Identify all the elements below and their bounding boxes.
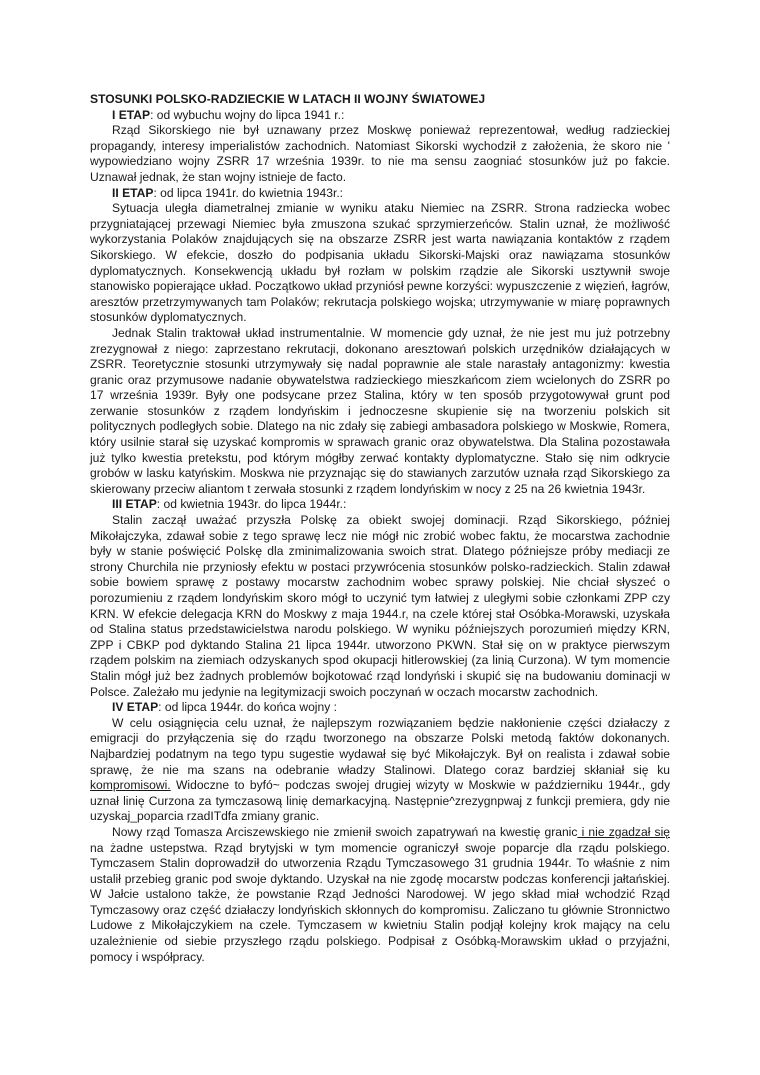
underlined-nie-zgadzal-sie: i nie zgadzał się xyxy=(577,824,670,839)
section-heading-etap-1 xyxy=(90,108,670,124)
document-page xyxy=(90,92,670,965)
paragraph-2: Sytuacja uległa diametralnej zmianie w wyniku ataku Niemiec na ZSRR. Strona radziecka wobec przygniatającej przewagi Niemiec była zmuszona szukać sprzymierzeńców. Stalin uznał, że możliwość wykorzystania Polaków znajdujących się na obszarze ZSRR jest warta nawiązania kontaktów z rządem Sikorskiego. W efekcie, doszło do podpisania układu Sikorski-Majski oraz nawiązama stosunków dyplomatycznych. Konsekwencją układu był rozłam w polskim rządzie ale Sikorski usztywnił swoje stanowisko popierające układ. Początkowo układ przyniósł pewne korzyści: wypuszczenie z więzień, łagrów, aresztów przetrzymywanych tam Polaków; rekrutacja polskiego wojska; utrzymywanie w miarę poprawnych stosunków dyplomatycznych. xyxy=(90,201,670,325)
etap-1-range: : od wybuchu wojny do lipca 1941 r.: xyxy=(150,107,345,122)
paragraph-5-part-a: W celu osiągnięcia celu uznał, że najlepszym rozwiązaniem będzie nakłonienie części działaczy z emigracji do przyłączenia się do rządu tworzonego na obszarze Polski metodą faktów dokonanych. Najbardziej podatnym na tego typu sugestie wydawał się być Mikołajczyk. Był on realista i zdawał sobie sprawę, że nie ma szans na odebranie władzy Stalinowi. Dlatego coraz bardziej skłaniał się ku xyxy=(90,715,670,777)
document-title: STOSUNKI POLSKO-RADZIECKIE W LATACH II WOJNY ŚWIATOWEJ xyxy=(90,92,486,106)
paragraph-6-part-b: na żadne ustepstwa. Rząd brytyjski w tym momencie ograniczył swoje poparcje dla rządu polskiego. Tymczasem Stalin doprowadził do utworzenia Rządu Tymczasowego 31 grudnia 1944r. To właśnie z nim ustalił przebieg granic pod swoje dyktando. Uzyskał na nie zgodę mocarstw podczas konferencji jałtańskiej. W Jałcie ustalono także, że powstanie Rząd Jedności Narodowej. W jego skład miał wchodzić Rząd Tymczasowy oraz część działaczy londyńskich skłonnych do kompromisu. Zaliczano tu głównie Stronnictwo Ludowe z Mikołajczykiem na czele. Tymczasem w kwietniu Stalin podjął kolejny krok mający na celu uzależnienie od siebie przyszłego rządu polskiego. Podpisał z Osóbką-Morawskim układ o przyjaźni, pomocy i współpracy. xyxy=(90,840,670,964)
underlined-kompromisowi: kompromisowi. xyxy=(90,778,171,793)
etap-1-label: I ETAP xyxy=(112,107,151,122)
etap-3-label: III ETAP xyxy=(112,497,157,512)
paragraph-5-part-b: Widoczne to byfó~ podczas swojej drugiej wizyty w Moskwie w październiku 1944r., gdy uznał linię Curzona za tymczasową linię demarkacyjną. Następnie^zrezygnpwaj z funkcji premiera, gdy nie uzyskaj_poparcia rzadITdfa zmiany granic. xyxy=(90,778,670,824)
paragraph-3: Jednak Stalin traktował układ instrumentalnie. W momencie gdy uznał, że nie jest mu już potrzebny zrezygnował z niego: zaprzestano rekrutacji, dokonano aresztowań polskich urzędników działających w ZSRR. Teoretycznie stosunki utrzymywały się nadal poprawnie ale stale narastały antagonizmy: kwestia granic oraz przymusowe nadanie obywatelstwa radzieckiego mieszkańcom ziem wcielonych do ZSRR po 17 września 1939r. Były one podsycane przez Stalina, który w ten sposób przygotowywał grunt pod zerwanie stosunków z rządem londyńskim i jednoczesne skupienie się na tworzeniu polskich sit politycznych podległych sobie. Dlatego na nic zdały się zabiegi ambasadora polskiego w Moskwie, Romera, który usilnie starał się uzyskać kompromis w sprawach granic oraz obywatelstwa. Dla Stalina pozostawała już tylko kwestia pretekstu, pod którym mógłby zerwać kontakty dyplomatyczne. Stało się nim odkrycie grobów w lasku katyńskim. Moskwa nie przyznając się do stawianych zarzutów uznała rząd Sikorskiego za skierowany przeciw aliantom t zerwała stosunki z rządem londyńskim w nocy z 25 na 26 kwietnia 1943r. xyxy=(90,325,670,496)
paragraph-5 xyxy=(90,716,670,825)
etap-3-range: : od kwietnia 1943r. do lipca 1944r.: xyxy=(156,497,347,512)
paragraph-6-part-a: Nowy rząd Tomasza Arciszewskiego nie zmienił swoich zapatrywań na kwestię granic xyxy=(112,824,578,839)
etap-4-range: : od lipca 1944r. do końca wojny : xyxy=(158,700,337,715)
section-heading-etap-2 xyxy=(90,186,670,202)
paragraph-6 xyxy=(90,825,670,965)
etap-2-range: : od lipca 1941r. do kwietnia 1943r.: xyxy=(153,185,344,200)
etap-2-label: II ETAP xyxy=(112,185,154,200)
etap-4-label: IV ETAP xyxy=(112,700,159,715)
paragraph-4: Stalin zaczął uważać przyszła Polskę za obiekt swojej dominacji. Rząd Sikorskiego, później Mikołajczyka, zdawał sobie z tego sprawę lecz nie mógł nic zrobić wobec faktu, że mocarstwa zachodnie były w stanie poświęcić Polskę dla zminimalizowania swoich strat. Dlatego późniejsze próby mediacji ze strony Churchila nie przyniosły efektu w postaci przywrócenia stosunków polsko-radzieckich. Stalin zdawał sobie bowiem sprawę z postawy mocarstw zachodnim wobec sprawy polskiej. Nie chciał słyszeć o porozumieniu z rządem londyńskim skoro mógł to uczynić tym łatwiej z uległymi sobie członkami ZPP czy KRN. W efekcie delegacja KRN do Moskwy z maja 1944.r, na czele której stał Osóbka-Morawski, uzyskała od Stalina status przedstawicielstwa narodu polskiego. W wyniku późniejszych porozumień między KRN, ZPP i CBKP pod dyktando Stalina 21 lipca 1944r. utworzono PKWN. Stał się on w praktyce pierwszym rządem polskim na ziemiach odzyskanych spod okupacji hitlerowskiej (za linią Curzona). W tym momencie Stalin mógł już bez żadnych problemów bojkotować rząd londyński i skupić się na budowaniu dominacji w Polsce. Zależało mu jedynie na legitymizacji swoich poczynań w oczach mocarstw zachodnich. xyxy=(90,513,670,699)
section-heading-etap-3 xyxy=(90,497,670,513)
section-heading-etap-4 xyxy=(90,700,670,716)
paragraph-1: Rząd Sikorskiego nie był uznawany przez Moskwę ponieważ reprezentował, według radzieckiej propagandy, interesy imperialistów zachodnich. Natomiast Sikorski wychodził z założenia, że skoro nie ' wypowiedziano wojny ZSRR 17 września 1939r. to nie ma sensu zaogniać stosunków już po fakcie. Uznawał jednak, że stan wojny istnieje de facto. xyxy=(90,123,670,184)
